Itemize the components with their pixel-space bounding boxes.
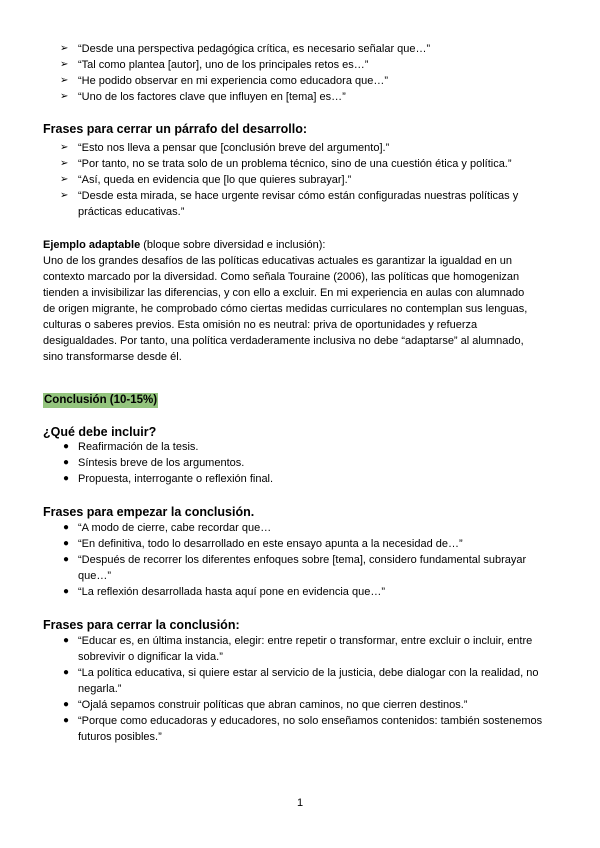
list-item: ➢ “Así, queda en evidencia que [lo que quieres subrayar].” — [60, 174, 352, 186]
list-item: ➢ “Uno de los factores clave que influyen en [tema] es…” — [60, 91, 346, 103]
list-item: ● “La política educativa, si quiere estar al servicio de la justicia, debe dialogar con la realidad, no negarla.” — [63, 667, 539, 695]
dot-bullet-icon: ● — [63, 538, 70, 549]
conclusion-title: Conclusión (10-15%) — [44, 394, 158, 406]
arrow-bullet-icon: ➢ — [60, 190, 69, 201]
end-conclusion-heading: Frases para cerrar la conclusión: — [43, 618, 240, 632]
list-item: ● Propuesta, interrogante o reflexión final. — [63, 473, 274, 485]
list-item: ● “Después de recorrer los diferentes enfoques sobre [tema], considero fundamental subrayar que…” — [63, 554, 527, 582]
dot-bullet-icon: ● — [63, 699, 70, 710]
close-paragraph-heading: Frases para cerrar un párrafo del desarrollo: — [43, 122, 307, 136]
dot-bullet-icon: ● — [63, 586, 70, 597]
arrow-bullet-icon: ➢ — [60, 59, 69, 70]
list-item: ● Reafirmación de la tesis. — [63, 441, 199, 453]
list-item: ● “Ojalá sepamos construir políticas que abran caminos, no que cierren destinos.” — [63, 699, 468, 711]
page-number: 1 — [296, 797, 304, 809]
arrow-bullet-icon: ➢ — [60, 43, 69, 54]
start-conclusion-list — [60, 520, 555, 600]
dot-bullet-icon: ● — [63, 441, 70, 452]
end-conclusion-list — [60, 633, 555, 745]
arrow-bullet-icon: ➢ — [60, 142, 69, 153]
list-item: ● “En definitiva, todo lo desarrollado en este ensayo apunta a la necesidad de…” — [63, 538, 463, 550]
start-conclusion-heading: Frases para empezar la conclusión. — [43, 505, 255, 519]
dot-bullet-icon: ● — [63, 522, 70, 533]
intro-phrase-list — [60, 41, 560, 105]
dot-bullet-icon: ● — [63, 473, 70, 484]
dot-bullet-icon: ● — [63, 457, 70, 468]
dot-bullet-icon: ● — [63, 554, 70, 565]
include-heading: ¿Qué debe incluir? — [43, 425, 157, 439]
list-item: ➢ “Por tanto, no se trata solo de un problema técnico, sino de una cuestión ética y política.” — [60, 158, 512, 170]
dot-bullet-icon: ● — [63, 635, 70, 646]
arrow-bullet-icon: ➢ — [60, 91, 69, 102]
list-item: ● “A modo de cierre, cabe recordar que… — [63, 522, 272, 534]
list-item: ➢ “Desde una perspectiva pedagógica crítica, es necesario señalar que…” — [60, 43, 431, 55]
list-item: ➢ “Esto nos lleva a pensar que [conclusión breve del argumento].” — [60, 142, 390, 154]
example-label: Ejemplo adaptable — [43, 239, 141, 251]
conclusion-title-wrap — [0, 392, 158, 408]
arrow-bullet-icon: ➢ — [60, 75, 69, 86]
arrow-bullet-icon: ➢ — [60, 158, 69, 169]
include-list — [60, 439, 555, 487]
list-item: ● Síntesis breve de los argumentos. — [63, 457, 245, 469]
list-item: ● “Porque como educadoras y educadores, no solo enseñamos contenidos: también sostenemos futuros posibles.” — [63, 715, 543, 743]
list-item: ➢ “Tal como plantea [autor], uno de los principales retos es…” — [60, 59, 369, 71]
list-item: ➢ “He podido observar en mi experiencia como educadora que…” — [60, 75, 389, 87]
example-label-note: (bloque sobre diversidad e inclusión): — [140, 239, 326, 251]
dot-bullet-icon: ● — [63, 715, 70, 726]
list-item: ➢ “Desde esta mirada, se hace urgente revisar cómo están configuradas nuestras políticas y prácticas educativas.” — [60, 190, 519, 218]
example-paragraph: Uno de los grandes desafíos de las políticas educativas actuales es garantizar la igualdad en un contexto marcado por la diversidad. Como señala Touraine (2006), las políticas que homogenizan tienden a invisibilizar las diferencias, y con ello a excluir. En mi experiencia en aulas con alumnado de origen migrante, he comprobado cómo ciertas medidas curriculares no contemplan sus lenguas, culturas o saberes previos. Esta omisión no es neutral: priva de oportunidades y refuerza desigualdades. Por tanto, una política verdaderamente inclusiva no debe “adaptarse” al alumnado, sino transformarse desde él. — [43, 255, 528, 363]
list-item: ● “La reflexión desarrollada hasta aquí pone en evidencia que…” — [63, 586, 385, 598]
close-paragraph-list — [60, 140, 560, 220]
dot-bullet-icon: ● — [63, 667, 70, 678]
example-label-line — [43, 237, 531, 253]
list-item: ● “Educar es, en última instancia, elegir: entre repetir o transformar, entre excluir o incluir, entre sobrevivir o dignificar la vida.” — [63, 635, 533, 663]
arrow-bullet-icon: ➢ — [60, 174, 69, 185]
